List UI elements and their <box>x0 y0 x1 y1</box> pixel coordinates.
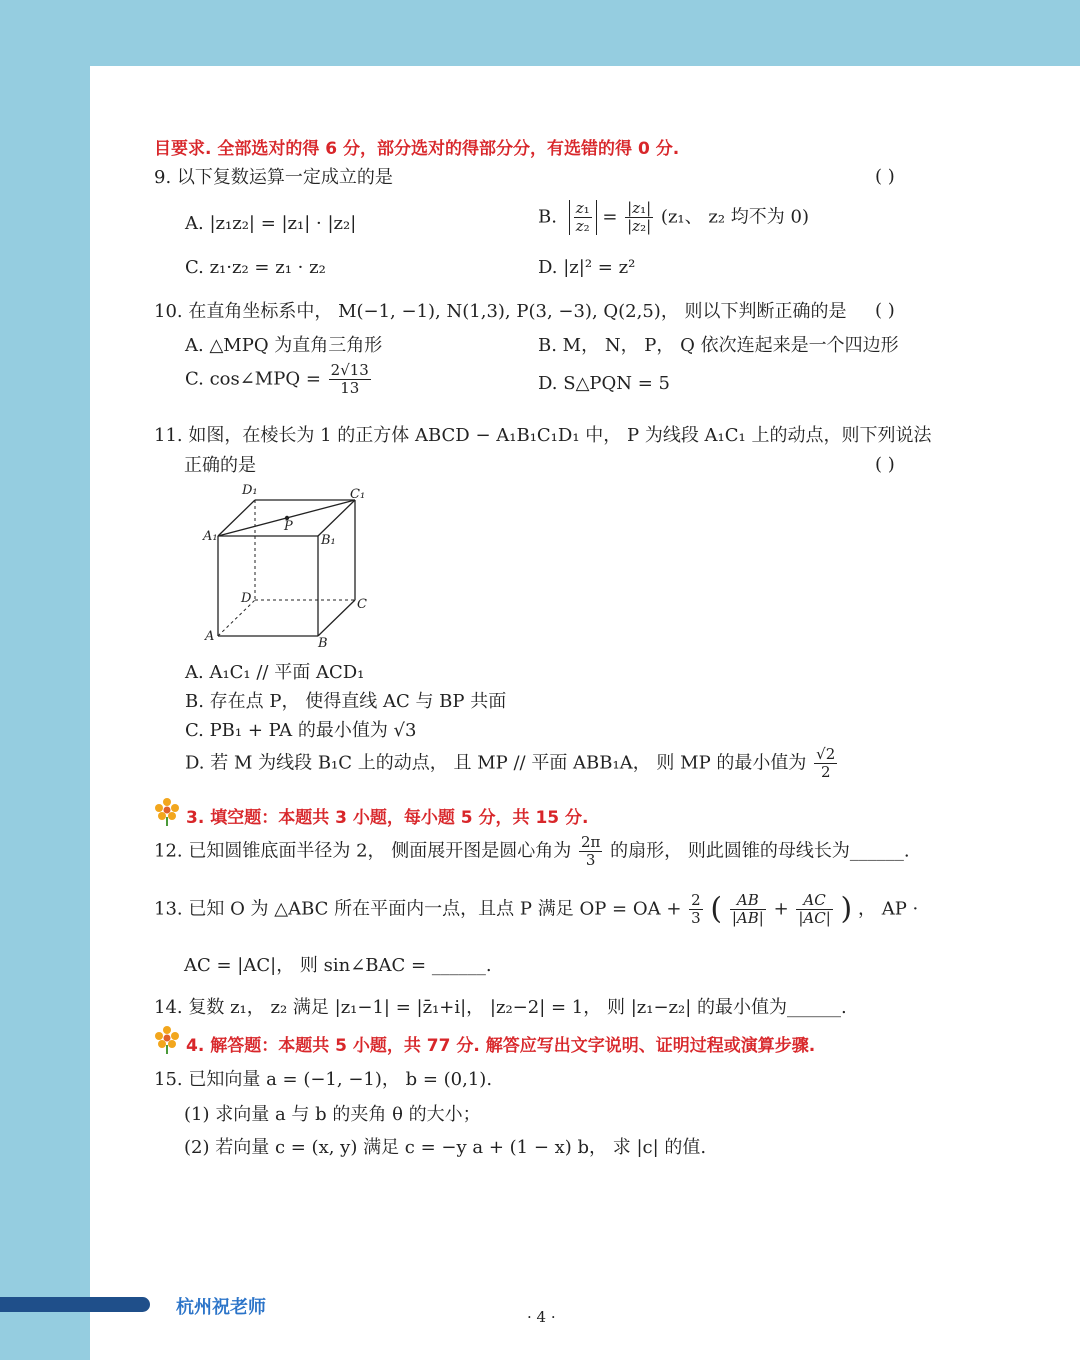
section3-heading: 3. 填空题：本题共 3 小题，每小题 5 分，共 15 分. <box>186 808 589 828</box>
q11-option-d <box>185 746 839 790</box>
label-a1: A₁ <box>203 529 218 544</box>
left-band <box>0 0 90 1360</box>
q10-c-denominator: 13 <box>340 379 360 397</box>
label-b1: B₁ <box>321 533 336 548</box>
q11-option-b: B. 存在点 P， 使得直线 AC 与 BP 共面 <box>185 691 507 712</box>
q11-d-numerator: √2 <box>816 745 836 763</box>
label-d1: D₁ <box>242 483 258 498</box>
q13-line2: AC = |AC|， 则 sin∠BAC = ______. <box>184 955 492 976</box>
flower-icon <box>154 797 180 827</box>
q11-d-denominator: 2 <box>820 763 831 781</box>
q12-numerator: 2π <box>580 833 601 851</box>
q11-stem-line1: 11. 如图，在棱长为 1 的正方体 ABCD − A₁B₁C₁D₁ 中， P 为线段 A₁C₁ 上的动点，则下列说法 <box>154 425 932 446</box>
label-d: D <box>241 591 252 606</box>
q11-stem-line2: 正确的是 <box>184 455 256 476</box>
q9-option-c: C. z₁·z₂ = z₁ · z₂ <box>185 257 326 278</box>
footer-brand: 杭州祝老师 <box>176 1297 266 1318</box>
q12 <box>154 834 910 878</box>
q12-post: 的扇形， 则此圆锥的母线长为______. <box>610 840 910 862</box>
q10-answer-paren: ( ) <box>875 300 895 321</box>
q11-option-a: A. A₁C₁ // 平面 ACD₁ <box>185 662 365 683</box>
q11-option-d-pre: D. 若 M 为线段 B₁C 上的动点， 且 MP // 平面 ABB₁A， 则 MP 的最小值为 <box>185 752 807 774</box>
q10-option-c-pre: C. cos∠MPQ = <box>185 368 321 390</box>
label-c: C <box>357 597 367 612</box>
q9-option-b: B. $\frac{\text{z₁}}{\text{z₂}}$ = $\frac{\text{|z₁|}}{\text{|z₂|}}$ (z₁、 z₂ 均不为 0) <box>538 199 809 235</box>
q13-f1-num: AB <box>730 892 766 910</box>
cube-figure <box>195 478 385 653</box>
top-band <box>0 0 1080 66</box>
q14: 14. 复数 z₁， z₂ 满足 |z₁−1| = |z̄₁+i|， |z₂−2| = 1， 则 |z₁−z₂| 的最小值为______. <box>154 997 847 1018</box>
q13-line1: 13. 已知 O 为 △ABC 所在平面内一点，且点 P 满足 OP = OA + $\frac{2}{3}$ ( $\frac{AB}{|AB|}$ + $\frac{AC}{|AC|}$ ) ， AP · <box>154 891 919 927</box>
instruction-tail: 目要求. 全部选对的得 6 分，部分选对的得部分分，有选错的得 0 分. <box>154 139 680 159</box>
label-a: A <box>205 629 215 644</box>
q11-answer-paren: ( ) <box>875 454 895 475</box>
q13-line1-text: 13. 已知 O 为 △ABC 所在平面内一点，且点 P 满足 OP = OA + <box>154 898 682 920</box>
q13-coef-num: 2 <box>691 891 701 909</box>
label-p: P <box>284 519 293 534</box>
q15-part1: (1) 求向量 a 与 b 的夹角 θ 的大小； <box>184 1104 481 1125</box>
q9-answer-paren: ( ) <box>875 166 895 187</box>
q10-option-a: A. △MPQ 为直角三角形 <box>185 335 383 356</box>
q9-option-d: D. |z|² = z² <box>538 257 636 278</box>
footer-bar <box>0 1297 150 1312</box>
page-number: · 4 · <box>527 1308 556 1326</box>
q15-part2: (2) 若向量 c = (x, y) 满足 c = −y a + (1 − x) b， 求 |c| 的值. <box>184 1137 707 1158</box>
q10-option-b: B. M， N， P， Q 依次连起来是一个四边形 <box>538 335 899 356</box>
q10-option-d: D. S△PQN = 5 <box>538 373 671 394</box>
q12-denominator: 3 <box>585 851 596 869</box>
q9-option-a: A. |z₁z₂| = |z₁| · |z₂| <box>185 213 357 234</box>
q11-option-c: C. PB₁ + PA 的最小值为 √3 <box>185 720 417 741</box>
flower-icon <box>154 1025 180 1055</box>
q13-f2-num: AC <box>796 892 832 910</box>
q13-tail: ， AP · <box>857 898 919 920</box>
label-b: B <box>318 636 328 651</box>
q10-c-numerator: 2√13 <box>330 361 369 379</box>
q15-stem: 15. 已知向量 a = (−1, −1)， b = (0,1). <box>154 1069 493 1090</box>
q13-coef-den: 3 <box>691 909 701 927</box>
q12-pre: 12. 已知圆锥底面半径为 2， 侧面展开图是圆心角为 <box>154 840 572 862</box>
q9-stem: 9. 以下复数运算一定成立的是 <box>154 167 393 188</box>
label-c1: C₁ <box>350 487 366 502</box>
q9-option-b-label: B. <box>538 206 557 228</box>
section4-heading: 4. 解答题：本题共 5 小题，共 77 分. 解答应写出文字说明、证明过程或演算步骤. <box>186 1036 816 1056</box>
q13-f1-den: |AB| <box>731 909 764 927</box>
q13-f2-den: |AC| <box>798 909 831 927</box>
q9-option-b-note: (z₁、 z₂ 均不为 0) <box>660 206 809 228</box>
q10-option-c <box>185 362 373 406</box>
q10-stem: 10. 在直角坐标系中， M(−1, −1), N(1,3), P(3, −3), Q(2,5)， 则以下判断正确的是 <box>154 301 847 322</box>
